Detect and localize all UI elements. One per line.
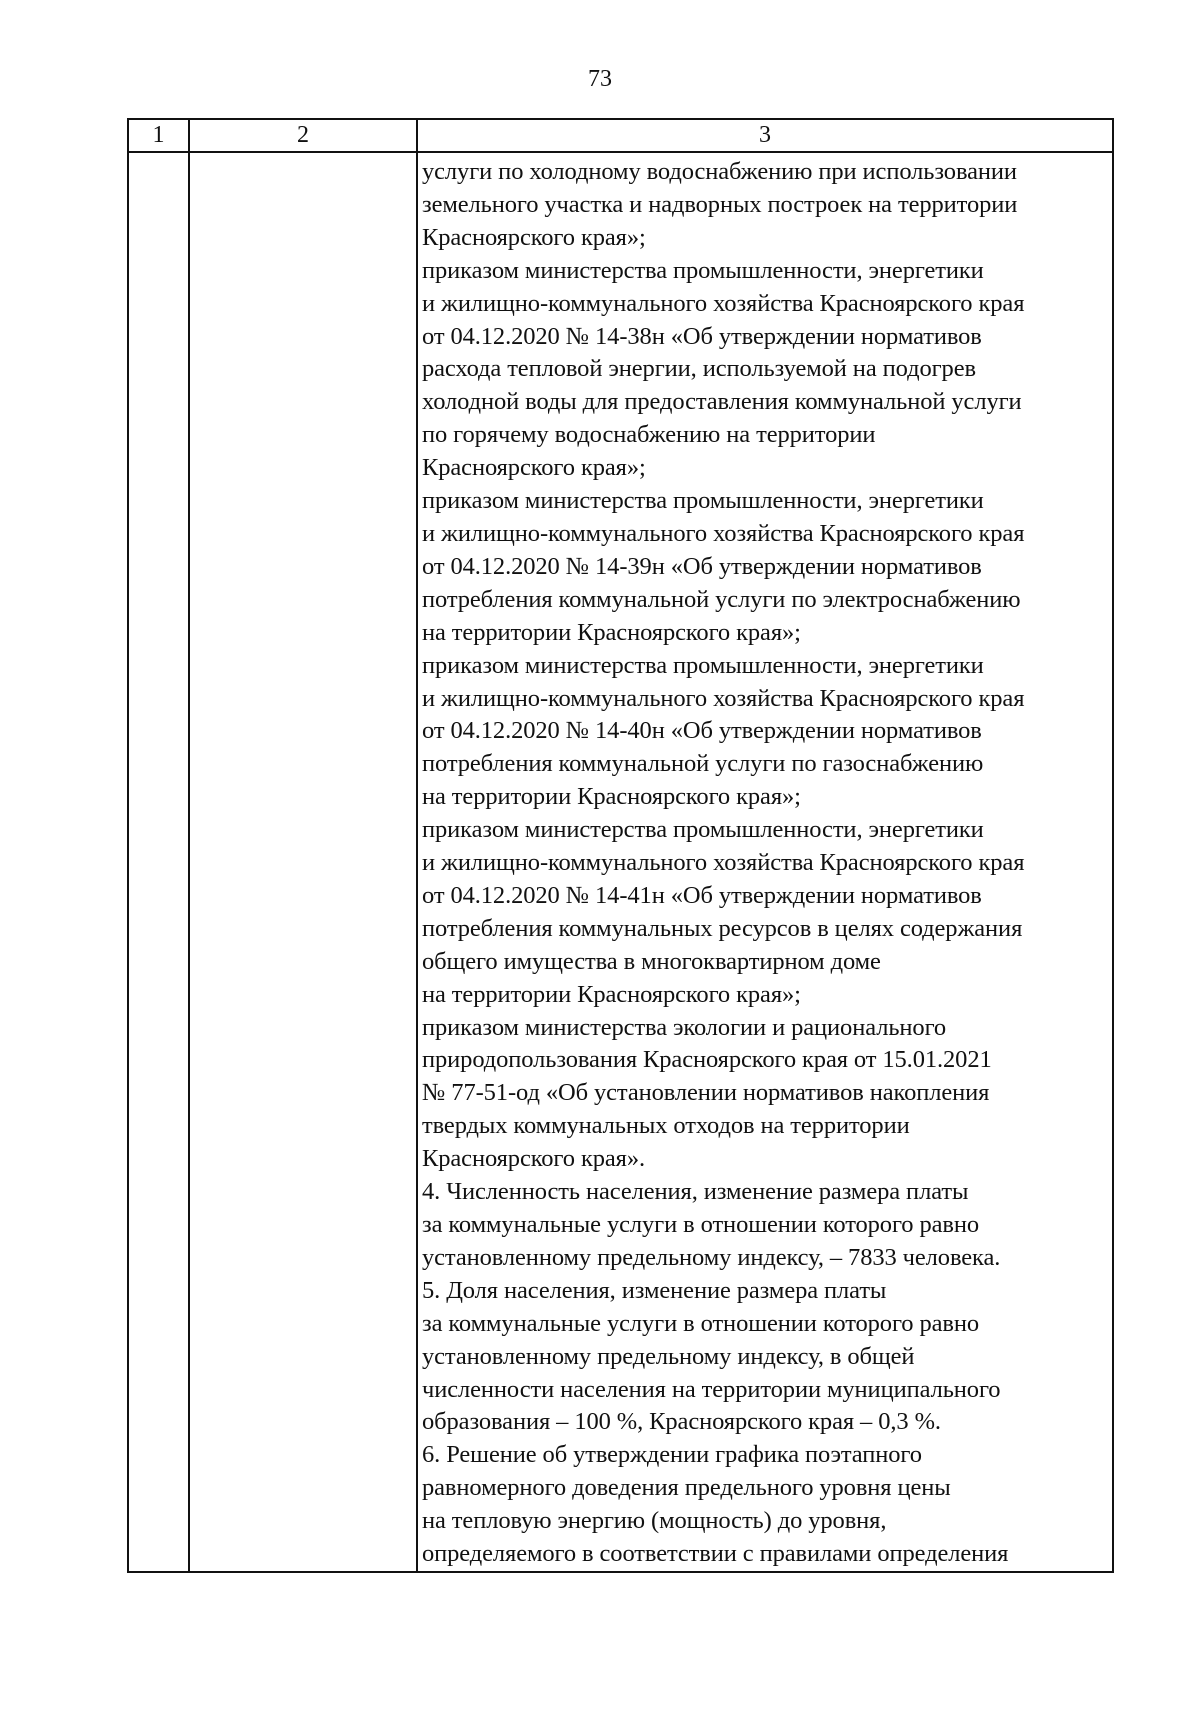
col3-text-block bbox=[418, 153, 1112, 1571]
table-header-col-3: 3 bbox=[417, 119, 1113, 152]
text-line: № 77-51-од «Об установлении нормативов накопления bbox=[422, 1079, 990, 1107]
text-line: природопользования Красноярского края от 15.01.2021 bbox=[422, 1046, 992, 1074]
text-line: приказом министерства промышленности, энергетики bbox=[422, 487, 984, 515]
text-line: за коммунальные услуги в отношении которого равно bbox=[422, 1211, 980, 1238]
text-line: общего имущества в многоквартирном доме bbox=[422, 947, 881, 975]
text-line: на территории Красноярского края»; bbox=[422, 618, 801, 646]
text-line: установленному предельному индексу, – 7833 человека. bbox=[422, 1243, 1001, 1271]
table-cell-col-2 bbox=[189, 152, 417, 1572]
text-line: от 04.12.2020 № 14-38н «Об утверждении нормативов bbox=[422, 322, 982, 350]
table-header-row bbox=[128, 119, 1113, 152]
table-cell-col-1 bbox=[128, 152, 189, 1572]
document-table bbox=[127, 118, 1114, 1573]
text-line: Красноярского края»; bbox=[422, 223, 646, 251]
text-line: равномерного доведения предельного уровня цены bbox=[422, 1474, 951, 1502]
text-line: за коммунальные услуги в отношении которого равно bbox=[422, 1309, 980, 1337]
text-line: услуги по холодному водоснабжению при использовании bbox=[422, 158, 1017, 185]
text-line: расхода тепловой энергии, используемой на подогрев bbox=[422, 355, 976, 383]
text-line: по горячему водоснабжению на территории bbox=[422, 421, 876, 449]
text-line: Красноярского края». bbox=[422, 1145, 646, 1173]
text-line: приказом министерства экологии и рационального bbox=[422, 1013, 947, 1041]
text-line: 4. Численность населения, изменение размера платы bbox=[422, 1178, 969, 1206]
text-line: и жилищно-коммунального хозяйства Красноярского края bbox=[422, 289, 1025, 317]
text-line: потребления коммунальной услуги по газоснабжению bbox=[422, 750, 984, 778]
text-line: и жилищно-коммунального хозяйства Красноярского края bbox=[422, 849, 1025, 877]
text-line: и жилищно-коммунального хозяйства Красноярского края bbox=[422, 519, 1025, 547]
text-line: потребления коммунальных ресурсов в целях содержания bbox=[422, 914, 1023, 942]
text-line: численности населения на территории муниципального bbox=[422, 1375, 1001, 1403]
text-line: холодной воды для предоставления коммунальной услуги bbox=[422, 388, 1022, 416]
table-cell-col-3 bbox=[417, 152, 1113, 1572]
text-line: Красноярского края»; bbox=[422, 454, 646, 482]
text-line: 5. Доля населения, изменение размера платы bbox=[422, 1276, 887, 1304]
text-line: от 04.12.2020 № 14-40н «Об утверждении нормативов bbox=[422, 717, 982, 745]
text-line: приказом министерства промышленности, энергетики bbox=[422, 651, 984, 679]
text-line: на территории Красноярского края»; bbox=[422, 980, 801, 1008]
text-line: твердых коммунальных отходов на территории bbox=[422, 1112, 910, 1140]
page-number: 73 bbox=[588, 66, 612, 92]
text-line: от 04.12.2020 № 14-41н «Об утверждении нормативов bbox=[422, 881, 982, 909]
table-header-col-2: 2 bbox=[189, 119, 417, 152]
text-line: на тепловую энергию (мощность) до уровня, bbox=[422, 1507, 887, 1535]
text-line: установленному предельному индексу, в общей bbox=[422, 1342, 915, 1370]
text-line: от 04.12.2020 № 14-39н «Об утверждении нормативов bbox=[422, 552, 982, 580]
text-line: и жилищно-коммунального хозяйства Красноярского края bbox=[422, 684, 1025, 712]
text-line: приказом министерства промышленности, энергетики bbox=[422, 256, 984, 284]
text-line: определяемого в соответствии с правилами определения bbox=[422, 1540, 1009, 1568]
text-line: на территории Красноярского края»; bbox=[422, 783, 801, 811]
text-line: потребления коммунальной услуги по электроснабжению bbox=[422, 585, 1021, 613]
text-line: 6. Решение об утверждении графика поэтапного bbox=[422, 1441, 922, 1469]
table-row bbox=[128, 152, 1113, 1572]
text-line: образования – 100 %, Красноярского края – 0,3 %. bbox=[422, 1408, 941, 1436]
text-line: земельного участка и надворных построек на территории bbox=[422, 190, 1018, 218]
text-line: приказом министерства промышленности, энергетики bbox=[422, 816, 984, 844]
table-header-col-1: 1 bbox=[128, 119, 189, 152]
